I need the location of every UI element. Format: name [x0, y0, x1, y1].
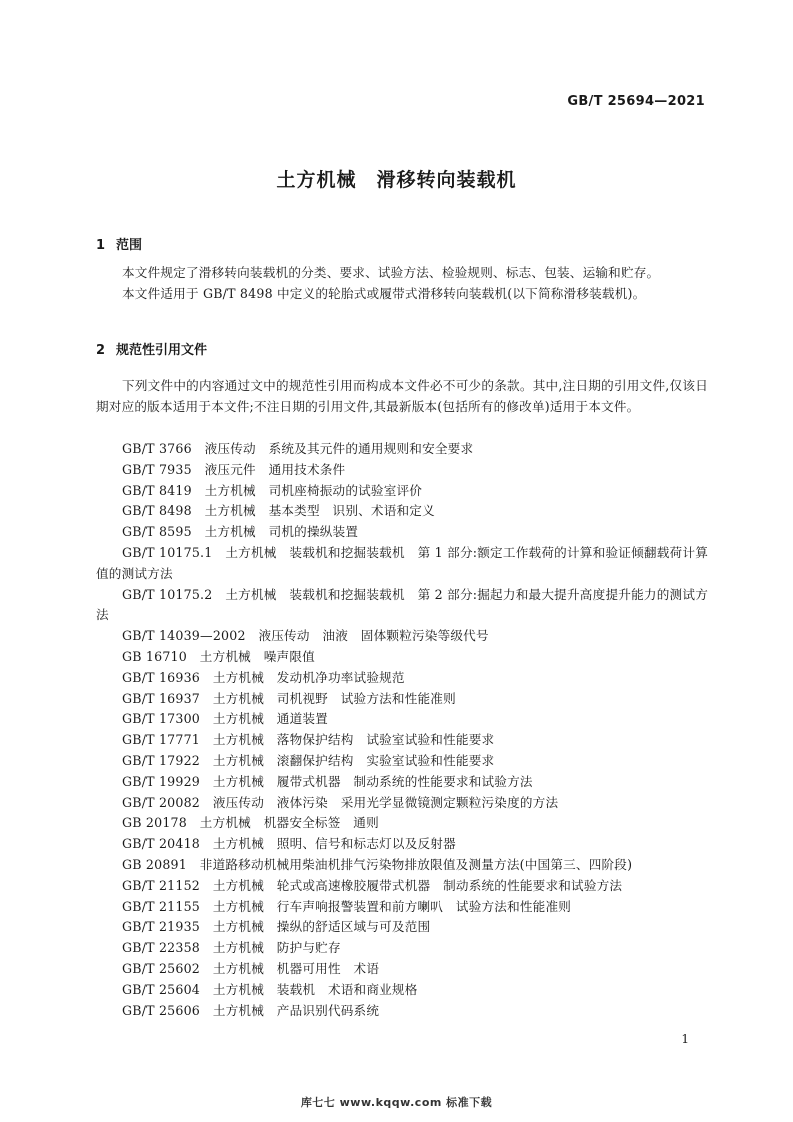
section-2-title: 规范性引用文件 [116, 343, 208, 358]
page-number: 1 [681, 1032, 689, 1046]
standard-code: GB/T 25694—2021 [567, 94, 705, 109]
section-2-heading [96, 339, 207, 358]
scope-paragraph-2: 本文件适用于 GB/T 8498 中定义的轮胎式或履带式滑移转向装载机(以下简称滑移装载机)。 [122, 286, 646, 301]
reference-item: GB 20178 土方机械 机器安全标签 通则 [122, 815, 379, 831]
normative-intro-paragraph: 下列文件中的内容通过文中的规范性引用而构成本文件必不可少的条款。其中,注日期的引用文件,仅该日期对应的版本适用于本文件;不注日期的引用文件,其最新版本(包括所有的修改单)适用于本文件。 [96, 378, 708, 414]
reference-item: GB/T 20418 土方机械 照明、信号和标志灯以及反射器 [122, 836, 456, 852]
reference-item: GB 20891 非道路移动机械用柴油机排气污染物排放限值及测量方法(中国第三、四阶段) [122, 856, 633, 872]
reference-item: GB/T 16937 土方机械 司机视野 试验方法和性能准则 [122, 690, 456, 706]
reference-item: GB/T 7935 液压元件 通用技术条件 [122, 461, 346, 477]
reference-item: GB/T 22358 土方机械 防护与贮存 [122, 940, 341, 956]
reference-item: GB/T 20082 液压传动 液体污染 采用光学显微镜测定颗粒污染度的方法 [122, 794, 559, 810]
section-1-title: 范围 [116, 238, 143, 253]
reference-item: GB/T 21152 土方机械 轮式或高速橡胶履带式机器 制动系统的性能要求和试验方法 [122, 877, 623, 893]
reference-item: GB/T 17771 土方机械 落物保护结构 试验室试验和性能要求 [122, 732, 495, 748]
section-1-number: 1 [96, 238, 106, 253]
reference-item: GB/T 3766 液压传动 系统及其元件的通用规则和安全要求 [122, 441, 474, 456]
section-2-number: 2 [96, 343, 106, 358]
reference-item: GB/T 8595 土方机械 司机的操纵装置 [122, 524, 359, 540]
section-1-heading [96, 234, 142, 253]
document-title: 土方机械 滑移转向装载机 [276, 169, 517, 191]
reference-item: GB/T 17300 土方机械 通道装置 [122, 711, 328, 727]
reference-item: GB/T 10175.1 土方机械 装载机和挖掘装载机 第 1 部分:额定工作载荷的计算和验证倾翻载荷计算值的测试方法 [96, 544, 708, 581]
reference-item: GB/T 17922 土方机械 滚翻保护结构 实验室试验和性能要求 [122, 752, 495, 768]
reference-item: GB/T 21935 土方机械 操纵的舒适区域与可及范围 [122, 919, 431, 935]
reference-item: GB 16710 土方机械 噪声限值 [122, 648, 315, 664]
reference-item: GB/T 25606 土方机械 产品识别代码系统 [122, 1002, 380, 1018]
reference-item: GB/T 8419 土方机械 司机座椅振动的试验室评价 [122, 482, 423, 498]
reference-item: GB/T 14039—2002 液压传动 油液 固体颗粒污染等级代号 [122, 628, 489, 644]
reference-item: GB/T 21155 土方机械 行车声响报警装置和前方喇叭 试验方法和性能准则 [122, 898, 572, 914]
reference-item: GB/T 19929 土方机械 履带式机器 制动系统的性能要求和试验方法 [122, 773, 533, 789]
scope-paragraph-1: 本文件规定了滑移转向装载机的分类、要求、试验方法、检验规则、标志、包装、运输和贮存。 [122, 265, 660, 280]
reference-item: GB/T 10175.2 土方机械 装载机和挖掘装载机 第 2 部分:掘起力和最大提升高度提升能力的测试方法 [96, 586, 708, 623]
reference-item: GB/T 25602 土方机械 机器可用性 术语 [122, 960, 380, 976]
reference-item: GB/T 25604 土方机械 装载机 术语和商业规格 [122, 981, 418, 997]
footer-watermark: 库七七 www.kqqw.com 标准下载 [300, 1096, 493, 1109]
reference-item: GB/T 8498 土方机械 基本类型 识别、术语和定义 [122, 503, 435, 519]
reference-item: GB/T 16936 土方机械 发动机净功率试验规范 [122, 669, 405, 685]
reference-list [96, 439, 708, 1021]
